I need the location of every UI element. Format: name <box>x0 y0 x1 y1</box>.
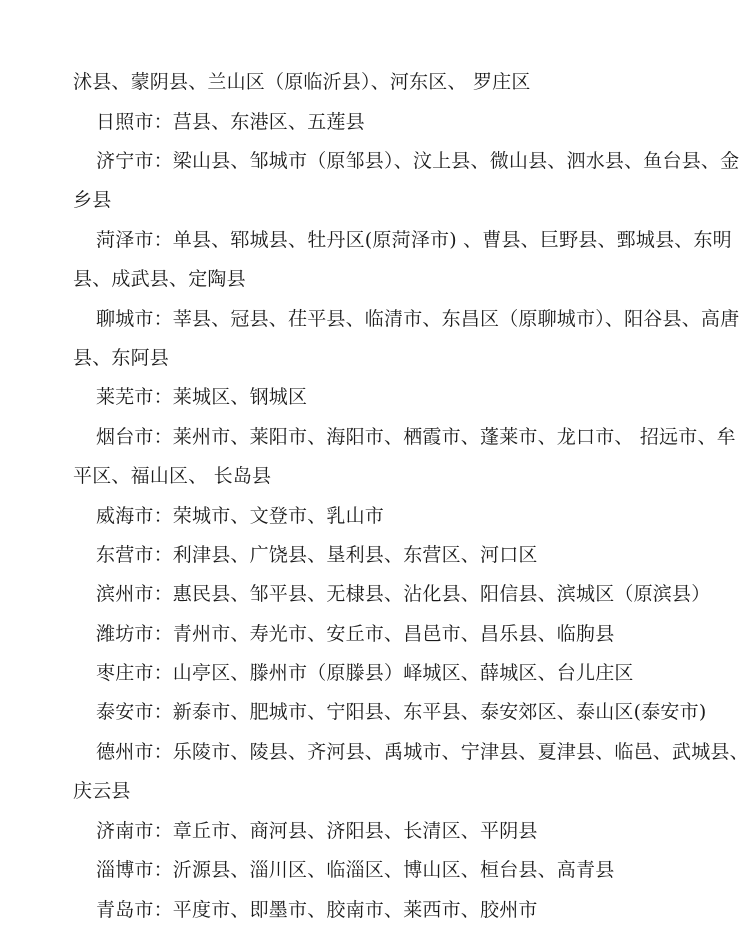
text-line: 济宁市：梁山县、邹城市（原邹县）、汶上县、微山县、泗水县、鱼台县、金 <box>96 150 740 172</box>
text-line: 莱芜市：莱城区、钢城区 <box>96 386 308 408</box>
text-line: 威海市：荣城市、文登市、乳山市 <box>96 505 385 527</box>
text-line: 济南市：章丘市、商河县、济阳县、长清区、平阴县 <box>96 820 538 842</box>
text-line: 青岛市：平度市、即墨市、胶南市、莱西市、胶州市 <box>96 899 538 921</box>
text-line: 淄博市：沂源县、淄川区、临淄区、博山区、桓台县、高青县 <box>96 859 615 881</box>
text-line: 菏泽市：单县、郓城县、牡丹区(原菏泽市) 、曹县、巨野县、鄄城县、东明 <box>96 229 732 251</box>
text-line: 县、成武县、定陶县 <box>73 268 246 290</box>
text-line: 县、东阿县 <box>73 347 170 369</box>
text-line: 日照市：莒县、东港区、五莲县 <box>96 111 365 133</box>
text-line: 乡县 <box>73 189 112 211</box>
text-line: 枣庄市：山亭区、滕州市（原滕县）峄城区、薛城区、台儿庄区 <box>96 662 634 684</box>
text-line: 东营市：利津县、广饶县、垦利县、东营区、河口区 <box>96 544 538 566</box>
text-line: 庆云县 <box>73 780 131 802</box>
text-line: 沭县、蒙阴县、兰山区（原临沂县）、河东区、 罗庄区 <box>73 71 531 93</box>
text-line: 滨州市：惠民县、邹平县、无棣县、沾化县、阳信县、滨城区（原滨县） <box>96 583 711 605</box>
text-line: 烟台市：莱州市、莱阳市、海阳市、栖霞市、蓬莱市、龙口市、 招远市、牟 <box>96 426 736 448</box>
text-line: 德州市：乐陵市、陵县、齐河县、禹城市、宁津县、夏津县、临邑、武城县、 <box>96 741 749 763</box>
text-line: 聊城市：莘县、冠县、茌平县、临清市、东昌区（原聊城市）、阳谷县、高唐 <box>96 308 740 330</box>
text-line: 潍坊市：青州市、寿光市、安丘市、昌邑市、昌乐县、临朐县 <box>96 623 615 645</box>
text-line: 泰安市：新泰市、肥城市、宁阳县、东平县、泰安郊区、泰山区(泰安市) <box>96 701 707 723</box>
text-line: 平区、福山区、 长岛县 <box>73 465 272 487</box>
